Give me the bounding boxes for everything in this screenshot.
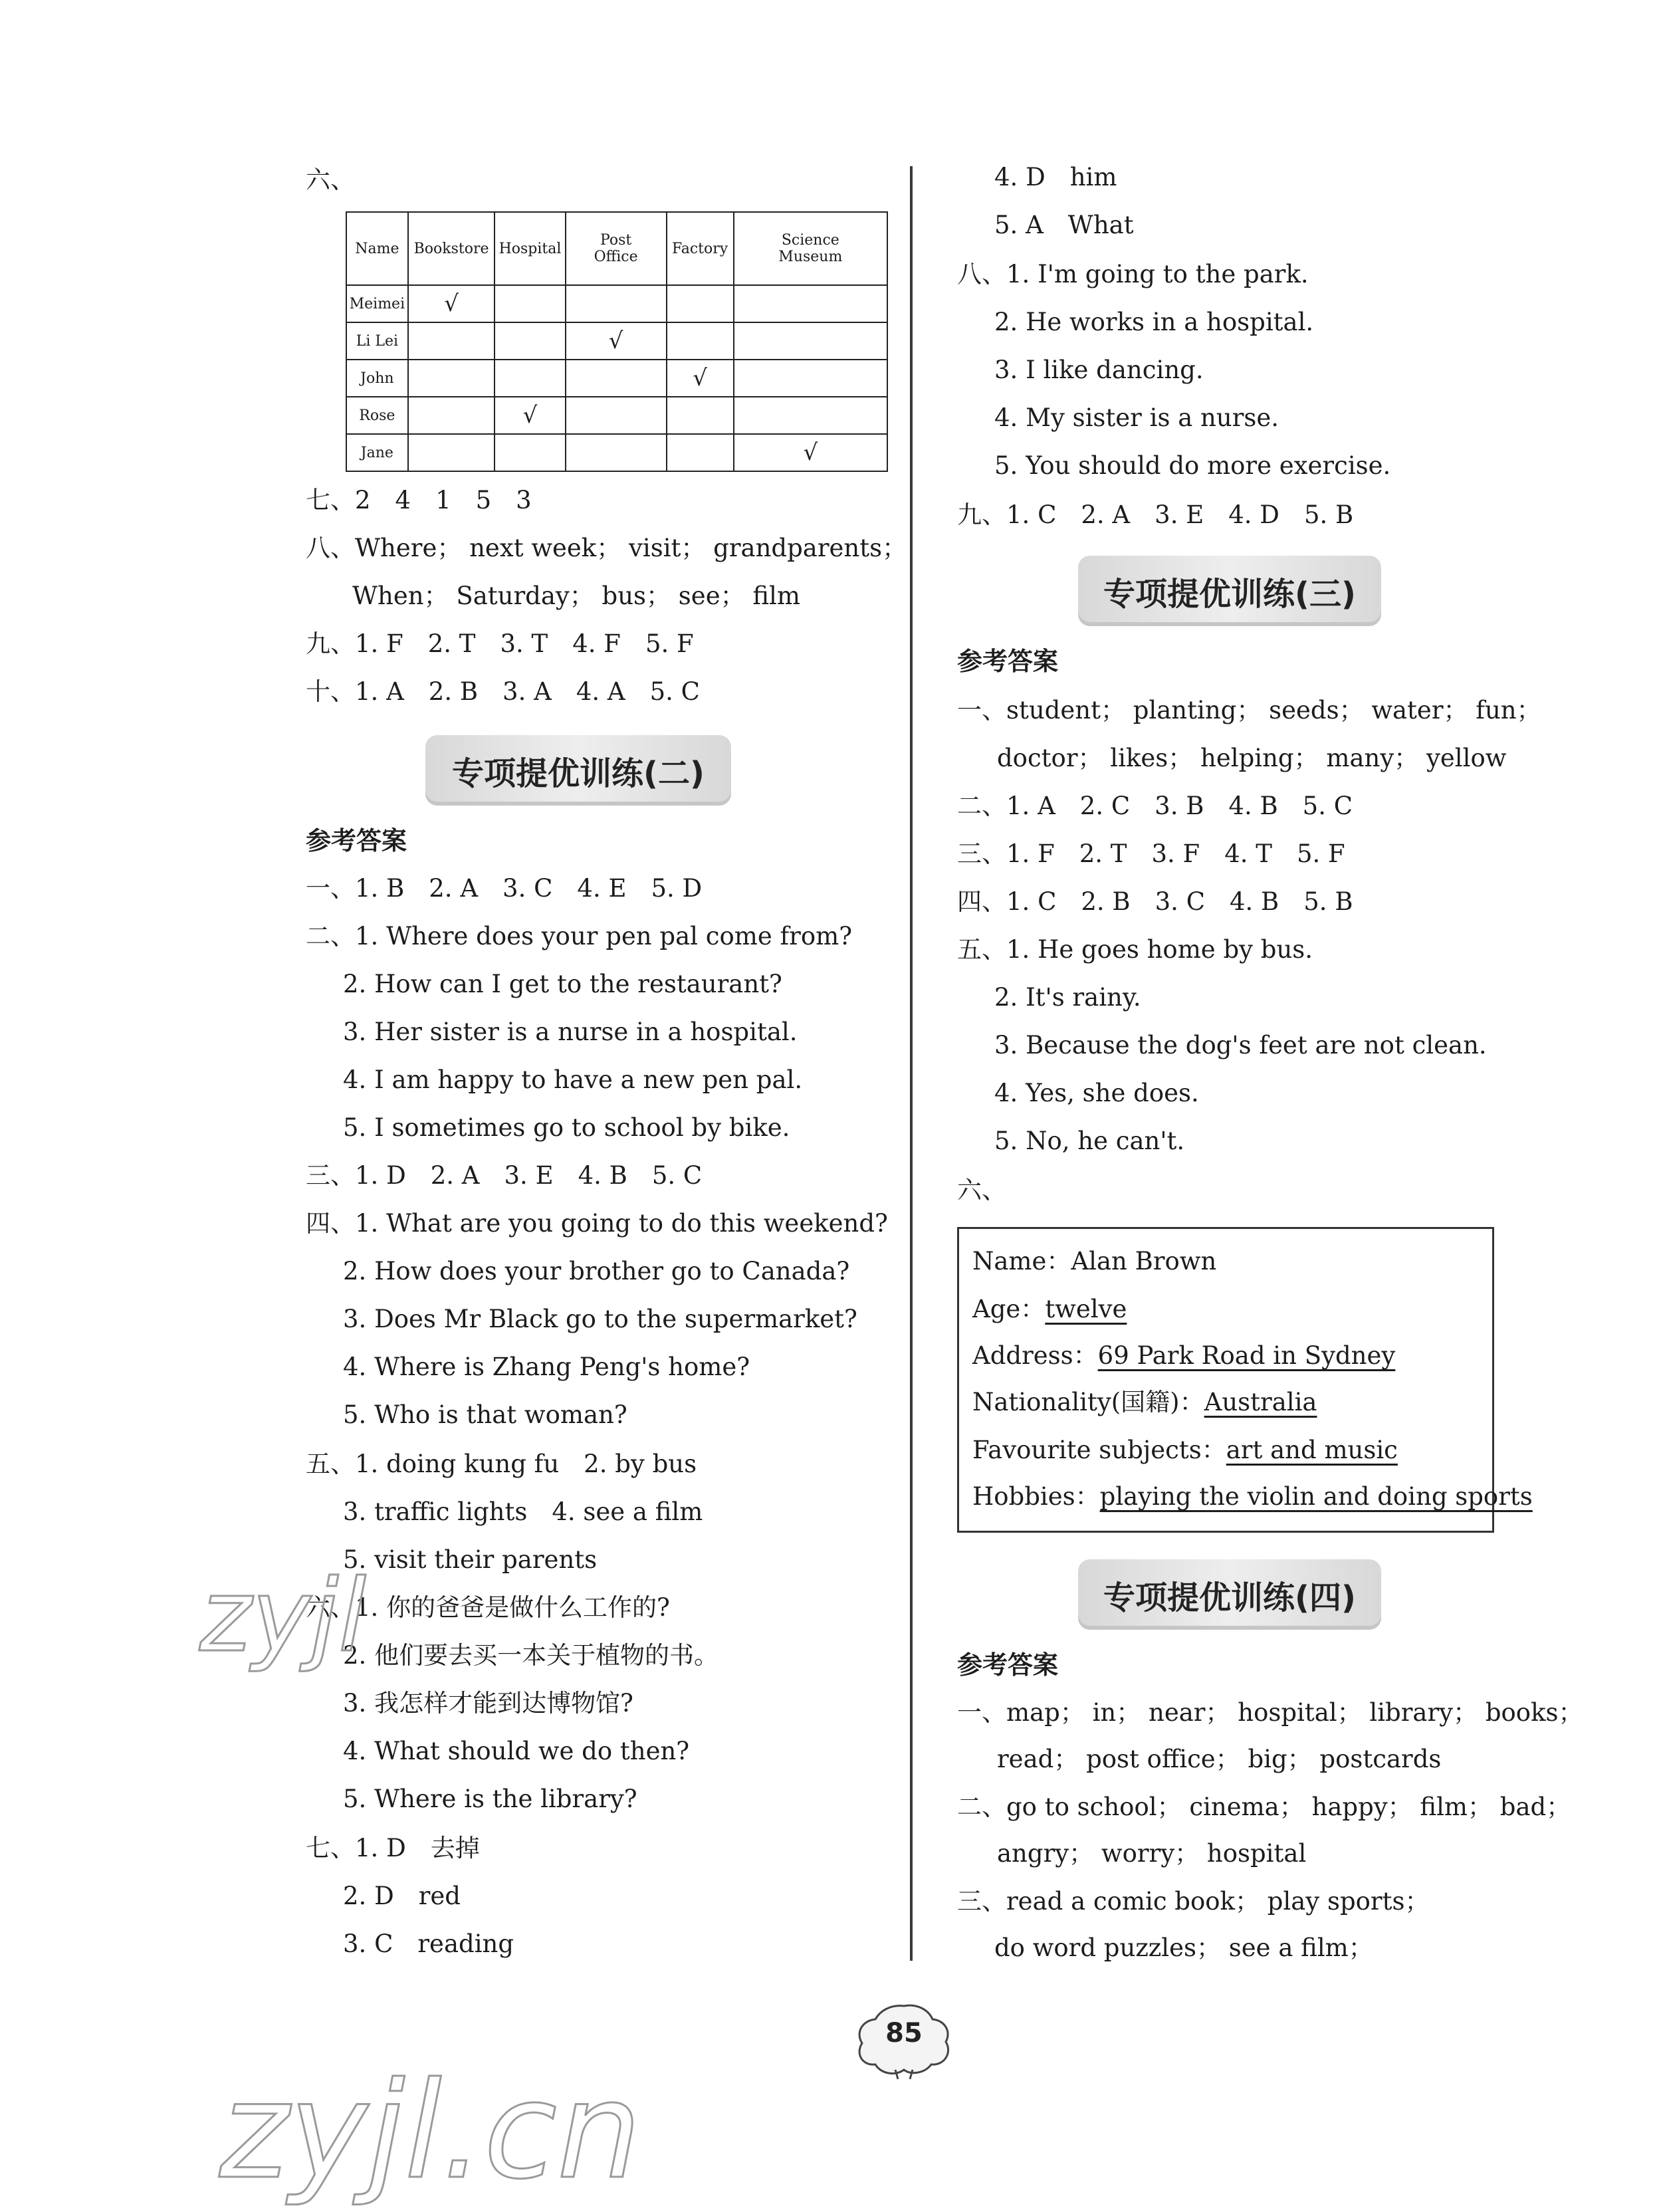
answer-line: 一、student； planting； seeds； water； fun； [957, 696, 1541, 724]
answer-line: 一、1. B 2. A 3. C 4. E 5. D [306, 874, 703, 903]
answer-line: 3. C reading [343, 1930, 514, 1958]
section-banner: 专项提优训练(二) [425, 735, 731, 806]
section-banner: 专项提优训练(四) [1078, 1559, 1381, 1630]
info-label: Nationality(国籍)： [972, 1388, 1204, 1416]
answers-heading: 参考答案 [306, 826, 407, 855]
table-cell: Li Lei [346, 322, 408, 360]
info-age-row [972, 1294, 1127, 1325]
answer-line: 四、1. C 2. B 3. C 4. B 5. B [957, 887, 1353, 916]
table-cell [566, 397, 667, 434]
answer-line: 5. A What [994, 211, 1134, 239]
answer-line: 七、1. D 去掉 [306, 1834, 480, 1862]
table-cell [495, 360, 565, 397]
answer-line: 一、map； in； near； hospital； library； books； [957, 1698, 1583, 1727]
answer-line: 七、2 4 1 5 3 [306, 486, 532, 514]
watermark: zyjl [199, 1559, 366, 1674]
answer-line: 十、1. A 2. B 3. A 4. A 5. C [306, 677, 700, 706]
table-header-cell: Bookstore [408, 212, 495, 285]
table-cell [408, 397, 495, 434]
answer-line: 二、1. A 2. C 3. B 4. B 5. C [957, 792, 1353, 820]
table-cell [667, 285, 734, 322]
answer-line: 三、1. D 2. A 3. E 4. B 5. C [306, 1161, 703, 1190]
info-value: twelve [1045, 1295, 1127, 1323]
answer-line: 五、1. doing kung fu 2. by bus [306, 1450, 697, 1478]
section-six-label: 六、 [957, 1176, 1006, 1204]
table-row [346, 322, 887, 360]
info-label: Age： [972, 1295, 1046, 1323]
answer-line: 4. Yes, she does. [994, 1079, 1199, 1107]
answer-line: 六、1. 你的爸爸是做什么工作的? [306, 1593, 670, 1622]
info-label: Favourite subjects： [972, 1436, 1226, 1464]
info-label: Name： [972, 1247, 1071, 1275]
answer-line: angry； worry； hospital [997, 1839, 1307, 1868]
table-cell [566, 434, 667, 471]
info-value: Australia [1204, 1388, 1317, 1416]
table-cell [734, 360, 887, 397]
table-cell [408, 360, 495, 397]
info-value: playing the violin and doing sports [1099, 1482, 1533, 1511]
answers-heading: 参考答案 [957, 647, 1059, 676]
answer-line: 2. How does your brother go to Canada? [343, 1257, 850, 1285]
info-value: art and music [1226, 1436, 1398, 1464]
info-subjects-row [972, 1435, 1398, 1466]
info-name-row [972, 1246, 1216, 1277]
answer-line: 3. Because the dog's feet are not clean. [994, 1031, 1487, 1059]
answer-line: 三、read a comic book； play sports； [957, 1887, 1430, 1916]
answer-line: 二、go to school； cinema； happy； film； bad； [957, 1793, 1571, 1821]
answers-heading: 参考答案 [957, 1650, 1059, 1680]
info-hobbies-row [972, 1482, 1533, 1512]
answer-line: 4. My sister is a nurse. [994, 403, 1279, 432]
table-cell [408, 434, 495, 471]
answer-line: 5. No, he can't. [994, 1127, 1185, 1155]
answer-line: doctor； likes； helping； many； yellow [997, 744, 1507, 772]
answer-line: 八、Where； next week； visit； grandparents； [306, 534, 907, 562]
table-cell: Jane [346, 434, 408, 471]
table-cell: √ [566, 322, 667, 360]
answer-line: 2. It's rainy. [994, 983, 1141, 1012]
table-header-cell: Hospital [495, 212, 565, 285]
info-address-row [972, 1341, 1395, 1371]
answer-line: 三、1. F 2. T 3. F 4. T 5. F [957, 839, 1345, 868]
answer-line: 3. Her sister is a nurse in a hospital. [343, 1018, 798, 1046]
answer-line: 3. traffic lights 4. see a film [343, 1497, 703, 1526]
info-label: Address： [972, 1341, 1098, 1370]
answer-line: 九、1. C 2. A 3. E 4. D 5. B [957, 500, 1354, 529]
answer-line: 4. What should we do then? [343, 1737, 690, 1765]
table-cell [408, 322, 495, 360]
answer-line: 3. Does Mr Black go to the supermarket? [343, 1305, 857, 1333]
answer-line: 4. Where is Zhang Peng's home? [343, 1353, 750, 1381]
table-cell [667, 434, 734, 471]
table-cell: John [346, 360, 408, 397]
answer-line: 5. I sometimes go to school by bike. [343, 1113, 790, 1142]
info-value: 69 Park Road in Sydney [1097, 1341, 1396, 1370]
answer-line: 九、1. F 2. T 3. T 4. F 5. F [306, 629, 694, 658]
answer-line: 2. He works in a hospital. [994, 308, 1314, 336]
table-row [346, 360, 887, 397]
info-card [957, 1227, 1533, 1533]
answer-line: 4. I am happy to have a new pen pal. [343, 1065, 803, 1094]
table-cell [566, 360, 667, 397]
table-cell: √ [408, 285, 495, 322]
page-number: 85 [885, 2018, 923, 2048]
survey-table [346, 211, 888, 472]
table-header-cell: Post Office [566, 212, 667, 285]
answer-line: 四、1. What are you going to do this weekend? [306, 1209, 888, 1238]
table-cell [495, 285, 565, 322]
table-cell: Rose [346, 397, 408, 434]
table-header-cell: Factory [667, 212, 734, 285]
table-cell [566, 285, 667, 322]
answer-line: 5. Where is the library? [343, 1785, 637, 1813]
page-number-badge [854, 2001, 954, 2080]
watermark: zyjl.cn [219, 2054, 641, 2209]
table-cell [495, 322, 565, 360]
table-cell [734, 322, 887, 360]
answer-line: 5. You should do more exercise. [994, 451, 1391, 480]
table-cell [667, 397, 734, 434]
table-cell: Meimei [346, 285, 408, 322]
table-row [346, 434, 887, 471]
table-row [346, 397, 887, 434]
info-label: Hobbies： [972, 1482, 1100, 1511]
info-nationality-row [972, 1387, 1317, 1418]
table-header-row [346, 212, 887, 285]
answer-line: 2. How can I get to the restaurant? [343, 970, 782, 998]
answer-line: do word puzzles； see a film； [994, 1934, 1373, 1962]
table-cell [734, 397, 887, 434]
answer-line: 3. I like dancing. [994, 356, 1204, 384]
section-banner: 专项提优训练(三) [1078, 556, 1381, 626]
answer-line: read； post office； big； postcards [997, 1745, 1442, 1773]
answer-line: 5. visit their parents [343, 1545, 598, 1574]
info-value: Alan Brown [1071, 1247, 1217, 1275]
answer-line: 4. D him [994, 163, 1117, 191]
table-cell [734, 285, 887, 322]
table-cell [495, 434, 565, 471]
table-cell: √ [667, 360, 734, 397]
section-six-label: 六、 [306, 166, 355, 194]
answer-line: 八、1. I'm going to the park. [957, 260, 1309, 288]
answer-line: 2. 他们要去买一本关于植物的书。 [343, 1641, 719, 1670]
table-row [346, 285, 887, 322]
answer-line: 3. 我怎样才能到达博物馆? [343, 1689, 633, 1717]
answer-line: 2. D red [343, 1882, 461, 1910]
answer-line: 五、1. He goes home by bus. [957, 935, 1313, 964]
answer-line: When； Saturday； bus； see； film [352, 582, 800, 610]
table-cell [667, 322, 734, 360]
answer-line: 二、1. Where does your pen pal come from? [306, 922, 853, 950]
column-divider [910, 166, 913, 1961]
answer-line: 5. Who is that woman? [343, 1400, 627, 1429]
table-cell: √ [734, 434, 887, 471]
table-header-cell: Name [346, 212, 408, 285]
table-header-cell: Science Museum [734, 212, 887, 285]
table-cell: √ [495, 397, 565, 434]
